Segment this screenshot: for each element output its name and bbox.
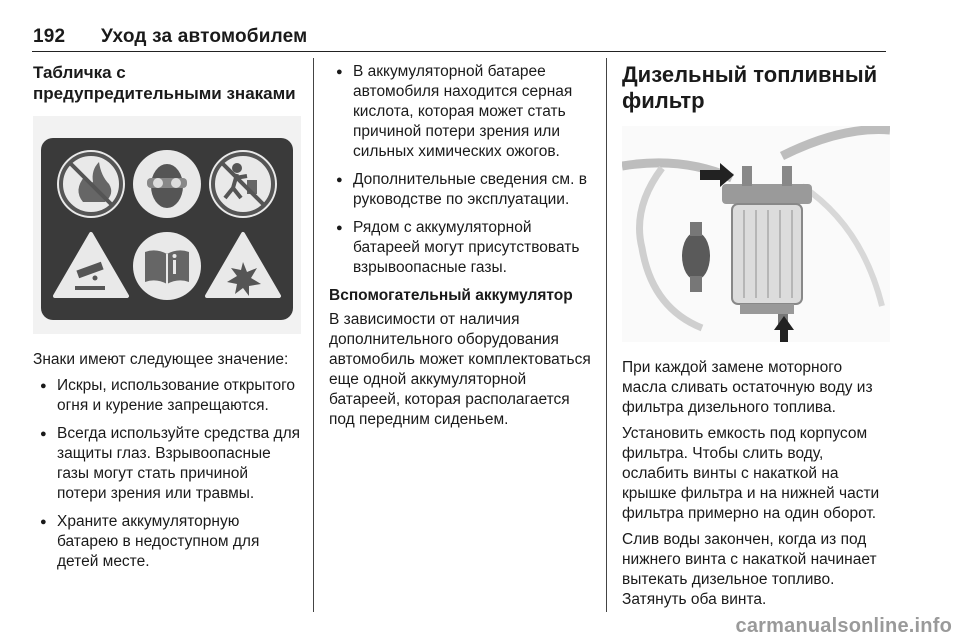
no-fire-icon [57, 150, 125, 218]
list-item: ● Искры, использование открытого огня и курение запрещаются. [33, 376, 301, 416]
read-manual-icon [133, 232, 201, 300]
list-item: ● Рядом с аккумуляторной батареей могут присутствовать взрывоопасные газы. [329, 218, 591, 278]
section-heading-auxiliary-battery: Вспомогательный аккумулятор [329, 287, 573, 304]
filter-paragraph-2: Установить емкость под корпусом фильтра. Чтобы слить воду, ослабить винты с накаткой на крышке фильтра и на нижней части фильтра примерно на один оборот. [622, 425, 880, 522]
filter-paragraph-3: Слив воды закончен, когда из под нижнего винта с накаткой начинает вытекать дизельное топливо. Затянуть оба винта. [622, 531, 877, 608]
keep-away-children-icon [209, 150, 277, 218]
header-divider [32, 51, 886, 52]
section-heading-warning-label: Табличка с предупредительными знаками [33, 63, 296, 103]
signs-list [33, 376, 301, 572]
eye-protection-icon [133, 150, 201, 218]
list-item: ● Всегда используйте средства для защиты глаз. Взрывоопасные газы могут стать причиной потери зрения или травмы. [33, 424, 301, 504]
signs-intro: Знаки имеют следующее значение: [33, 351, 289, 368]
list-item: ● Храните аккумуляторную батарею в недоступном для детей месте. [33, 512, 301, 572]
diesel-filter-image [622, 126, 890, 342]
signs-list-continued [329, 62, 591, 278]
watermark: carmanualsonline.info [735, 615, 952, 637]
filter-paragraph-1: При каждой замене моторного масла сливать остаточную воду из фильтра дизельного топлива. [622, 359, 873, 416]
column-divider-1 [313, 58, 314, 612]
section-heading-diesel-filter: Дизельный топливный фильтр [622, 62, 878, 113]
page-number: 192 [33, 26, 66, 47]
column-2 [329, 62, 591, 436]
column-divider-2 [606, 58, 607, 612]
warning-signs-image [33, 116, 301, 334]
auxiliary-battery-text: В зависимости от наличия дополнительного оборудования автомобиль может комплектоваться еще одной аккумуляторной батареей, которая располагается под передним сиденьем. [329, 311, 591, 428]
page-header [33, 26, 307, 48]
column-1 [33, 62, 301, 580]
list-item: ● Дополнительные сведения см. в руководстве по эксплуатации. [329, 170, 591, 210]
column-3 [622, 62, 890, 616]
chapter-title: Уход за автомобилем [101, 26, 308, 47]
list-item: ● В аккумуляторной батарее автомобиля находится серная кислота, которая может стать причиной потери зрения или сильных химических ожогов. [329, 62, 591, 162]
